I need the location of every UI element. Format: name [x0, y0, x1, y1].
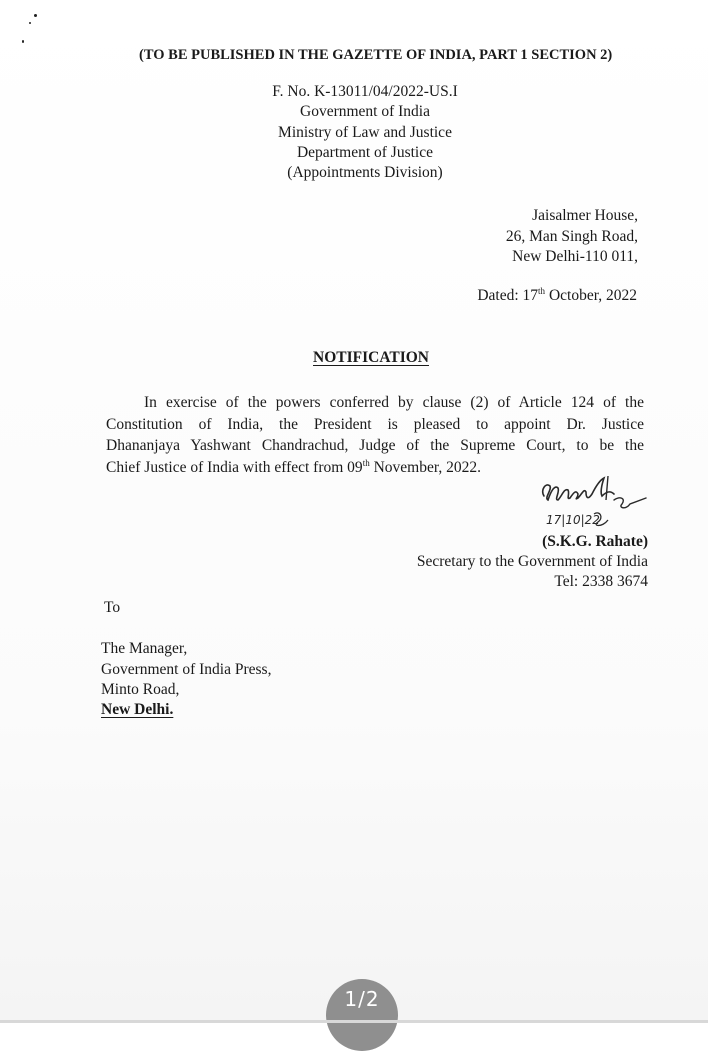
signatory-designation: Secretary to the Government of India: [416, 553, 648, 570]
page-indicator-label: 1/2: [344, 987, 380, 1011]
svg-text:17|10|22: 17|10|22: [546, 513, 600, 527]
ministry-name: Ministry of Law and Justice: [278, 124, 452, 141]
government-name: Government of India: [300, 103, 430, 120]
gazette-note: (TO BE PUBLISHED IN THE GAZETTE OF INDIA, PART 1 SECTION 2): [139, 47, 613, 63]
scan-speck: [29, 22, 31, 24]
address-line-2: 26, Man Singh Road,: [505, 228, 638, 245]
department-name: Department of Justice: [296, 144, 433, 161]
body-line-4-ordinal: th: [362, 457, 370, 468]
date-prefix: Dated: 17: [477, 287, 539, 304]
body-line-2: Constitution of India, the President is pleased to appoint Dr. Justice: [106, 415, 644, 433]
recipient-to-label: To: [104, 599, 121, 616]
handwritten-signature: [530, 470, 650, 532]
notification-body: [106, 392, 644, 478]
body-line-1: In exercise of the powers conferred by clause (2) of Article 124 of the: [144, 394, 644, 411]
body-line-3: Dhananjaya Yashwant Chandrachud, Judge of the Supreme Court, to be the: [106, 437, 644, 454]
document-date: [420, 286, 637, 306]
signatory-name: (S.K.G. Rahate): [542, 533, 648, 550]
recipient-line-2: Government of India Press,: [101, 661, 272, 678]
file-number: F. No. K-13011/04/2022-US.I: [272, 83, 458, 100]
signatory-telephone: Tel: 2338 3674: [554, 573, 648, 590]
body-line-4-suffix: November, 2022.: [369, 458, 482, 476]
address-line-1: Jaisalmer House,: [532, 207, 638, 224]
division-name: (Appointments Division): [287, 164, 443, 181]
recipient-line-1: The Manager,: [101, 640, 188, 657]
scan-speck: [22, 40, 24, 43]
date-suffix: October, 2022: [545, 287, 637, 304]
recipient-line-3: Minto Road,: [101, 681, 180, 698]
recipient-line-4: New Delhi.: [101, 701, 174, 718]
address-line-3: New Delhi-110 011,: [512, 248, 638, 265]
body-line-4-prefix: Chief Justice of India with effect from 09: [106, 458, 363, 476]
date-ordinal: th: [538, 285, 546, 296]
notification-title: NOTIFICATION: [313, 349, 429, 366]
scan-speck: [34, 14, 37, 17]
page-indicator[interactable]: [326, 979, 398, 1051]
